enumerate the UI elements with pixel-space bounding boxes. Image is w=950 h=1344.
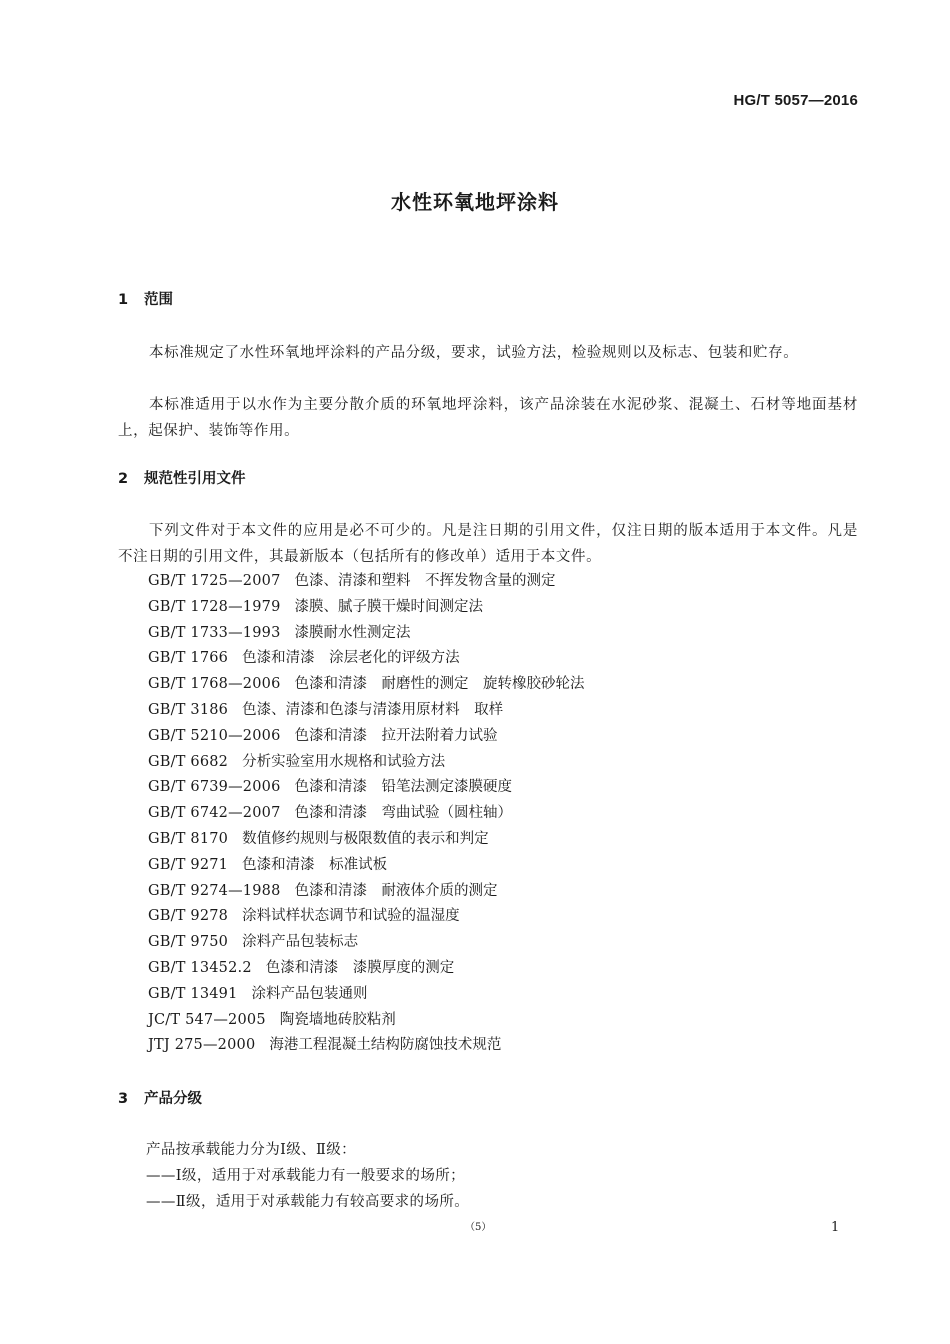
section-title: 产品分级 <box>144 1091 202 1107</box>
reference-title: 漆膜耐水性测定法 <box>294 624 411 641</box>
reference-title: 色漆、清漆和塑料 不挥发物含量的测定 <box>294 573 556 589</box>
reference-item <box>148 595 585 621</box>
reference-item <box>148 569 585 595</box>
reference-code: GB/T 9750 <box>148 934 229 951</box>
normative-references-list <box>148 569 585 1059</box>
reference-code: GB/T 8170 <box>148 830 229 847</box>
section-3-line-1: 产品按承载能力分为Ⅰ级、Ⅱ级： <box>146 1142 357 1158</box>
section-3-line-3: ——Ⅱ级，适用于对承载能力有较高要求的场所。 <box>146 1194 470 1210</box>
section-title: 规范性引用文件 <box>144 471 246 487</box>
reference-code: GB/T 6742—2007 <box>148 805 281 822</box>
reference-title: 分析实验室用水规格和试验方法 <box>242 753 446 770</box>
reference-item <box>148 1033 585 1059</box>
section-number: 3 <box>118 1091 129 1107</box>
reference-item <box>148 724 585 750</box>
reference-item <box>148 646 585 672</box>
reference-title: 数值修约规则与极限数值的表示和判定 <box>242 830 489 847</box>
reference-title: 涂料产品包装标志 <box>242 934 359 951</box>
reference-title: 涂料产品包装通则 <box>251 985 368 1002</box>
reference-code: JTJ 275—2000 <box>148 1037 256 1054</box>
reference-code: GB/T 9274—1988 <box>148 882 281 899</box>
page-number: 1 <box>831 1220 840 1235</box>
section-3-line-2: ——Ⅰ级，适用于对承载能力有一般要求的场所； <box>146 1168 466 1184</box>
reference-title: 色漆和清漆 耐液体介质的测定 <box>294 882 498 899</box>
section-1-paragraph-2: 本标准适用于以水作为主要分散介质的环氧地坪涂料，该产品涂装在水泥砂浆、混凝土、石材等地面基材上，起保护、装饰等作用。 <box>118 397 858 439</box>
section-1-paragraph-1: 本标准规定了水性环氧地坪涂料的产品分级，要求，试验方法，检验规则以及标志、包装和贮存。 <box>149 345 799 361</box>
reference-code: GB/T 1728—1979 <box>148 598 281 615</box>
standard-code: HG/T 5057—2016 <box>733 92 858 109</box>
reference-code: GB/T 13491 <box>148 985 238 1002</box>
section-3-heading <box>118 1087 202 1108</box>
reference-code: GB/T 6739—2006 <box>148 779 281 796</box>
reference-title: 色漆和清漆 铅笔法测定漆膜硬度 <box>294 779 513 796</box>
reference-title: 色漆和清漆 耐磨性的测定 旋转橡胶砂轮法 <box>294 676 585 693</box>
reference-title: 陶瓷墙地砖胶粘剂 <box>279 1011 396 1028</box>
reference-code: JC/T 547—2005 <box>148 1011 266 1028</box>
reference-item <box>148 698 585 724</box>
document-title: 水性环氧地坪涂料 <box>391 190 559 214</box>
reference-code: GB/T 1766 <box>148 650 229 667</box>
reference-title: 漆膜、腻子膜干燥时间测定法 <box>294 598 484 615</box>
reference-title: 色漆和清漆 拉开法附着力试验 <box>294 727 498 744</box>
reference-title: 色漆和清漆 弯曲试验（圆柱轴） <box>294 805 513 822</box>
page-center-mark: （5） <box>465 1222 492 1233</box>
reference-item <box>148 801 585 827</box>
reference-item <box>148 775 585 801</box>
section-number: 2 <box>118 471 129 487</box>
reference-code: GB/T 13452.2 <box>148 959 252 976</box>
reference-title: 色漆、清漆和色漆与清漆用原材料 取样 <box>242 701 504 718</box>
reference-item <box>148 750 585 776</box>
reference-item <box>148 904 585 930</box>
reference-title: 色漆和清漆 漆膜厚度的测定 <box>265 959 455 976</box>
reference-item <box>148 956 585 982</box>
reference-item <box>148 982 585 1008</box>
reference-item <box>148 1008 585 1034</box>
reference-code: GB/T 3186 <box>148 701 229 718</box>
section-2-paragraph-1: 下列文件对于本文件的应用是必不可少的。凡是注日期的引用文件，仅注日期的版本适用于本文件。凡是不注日期的引用文件，其最新版本（包括所有的修改单）适用于本文件。 <box>118 523 858 565</box>
section-number: 1 <box>118 292 129 308</box>
reference-title: 色漆和清漆 标准试板 <box>242 856 388 873</box>
reference-item <box>148 853 585 879</box>
reference-code: GB/T 1768—2006 <box>148 676 281 693</box>
section-2-heading <box>118 467 246 488</box>
reference-item <box>148 672 585 698</box>
reference-code: GB/T 1725—2007 <box>148 573 281 589</box>
reference-item <box>148 930 585 956</box>
section-title: 范围 <box>144 292 173 308</box>
reference-title: 色漆和清漆 涂层老化的评级方法 <box>242 650 460 667</box>
reference-code: GB/T 9278 <box>148 908 229 925</box>
reference-item <box>148 827 585 853</box>
reference-code: GB/T 6682 <box>148 753 229 770</box>
reference-code: GB/T 1733—1993 <box>148 624 281 641</box>
section-1-heading <box>118 288 173 309</box>
reference-code: GB/T 5210—2006 <box>148 727 281 744</box>
reference-item <box>148 879 585 905</box>
reference-title: 海港工程混凝土结构防腐蚀技术规范 <box>269 1037 502 1054</box>
reference-item <box>148 621 585 647</box>
reference-title: 涂料试样状态调节和试验的温湿度 <box>242 908 460 925</box>
reference-code: GB/T 9271 <box>148 856 229 873</box>
